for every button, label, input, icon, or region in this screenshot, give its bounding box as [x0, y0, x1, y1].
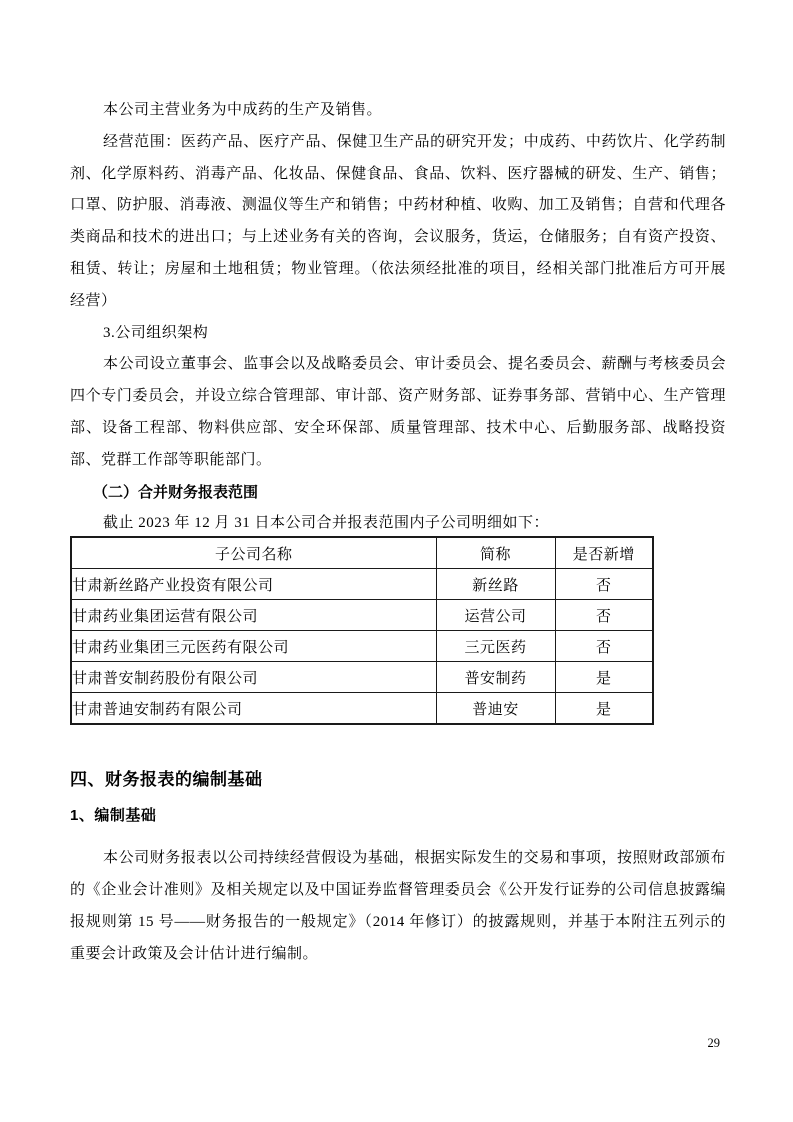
- heading-basis-sub: 1、编制基础: [70, 807, 157, 825]
- table-row: [71, 631, 653, 662]
- table-header-subsidiary-name: 子公司名称: [71, 537, 436, 569]
- paragraph-preparation-basis: 本公司财务报表以公司持续经营假设为基础，根据实际发生的交易和事项，按照财政部颁布的《企业会计准则》及相关规定以及中国证券监督管理委员会《公开发行证券的公司信息披露编报规则第 15 号——财务报告的一般规定》（2014 年修订）的披露规则，并基于本附注五列示的重要会计政策及会计估计进行编制。: [70, 850, 726, 962]
- cell-subsidiary-name: 甘肃药业集团三元医药有限公司: [71, 631, 436, 662]
- cell-is-new: 否: [555, 569, 653, 600]
- table-row: [71, 662, 653, 693]
- cell-short-name: 运营公司: [436, 600, 555, 631]
- paragraph-business-scope: 经营范围：医药产品、医疗产品、保健卫生产品的研究开发；中成药、中药饮片、化学药制剂、化学原料药、消毒产品、化妆品、保健食品、食品、饮料、医疗器械的研发、生产、销售；口罩、防护服、消毒液、测温仪等生产和销售；中药材种植、收购、加工及销售；自营和代理各类商品和技术的进出口；与上述业务有关的咨询，会议服务，货运，仓储服务；自有资产投资、租赁、转让；房屋和土地租赁；物业管理。（依法须经批准的项目，经相关部门批准后方可开展经营）: [70, 133, 726, 309]
- paragraph-consolidation-intro: 截止 2023 年 12 月 31 日本公司合并报表范围内子公司明细如下：: [103, 515, 550, 532]
- cell-short-name: 普安制药: [436, 662, 555, 693]
- table-header-is-new: 是否新增: [555, 537, 653, 569]
- heading-consolidation-scope: （二）合并财务报表范围: [93, 483, 259, 501]
- table-row: [71, 569, 653, 600]
- table-row: [71, 693, 653, 725]
- subsidiaries-table: [70, 536, 654, 725]
- cell-is-new: 否: [555, 631, 653, 662]
- cell-short-name: 新丝路: [436, 569, 555, 600]
- cell-subsidiary-name: 甘肃药业集团运营有限公司: [71, 600, 436, 631]
- table-header-short-name: 简称: [436, 537, 555, 569]
- paragraph-main-business: 本公司主营业务为中成药的生产及销售。: [103, 102, 383, 118]
- cell-is-new: 否: [555, 600, 653, 631]
- cell-is-new: 是: [555, 693, 653, 725]
- paragraph-org-structure: 本公司设立董事会、监事会以及战略委员会、审计委员会、提名委员会、薪酬与考核委员会四个专门委员会，并设立综合管理部、审计部、资产财务部、证券事务部、营销中心、生产管理部、设备工程部、物料供应部、安全环保部、质量管理部、技术中心、后勤服务部、战略投资部、党群工作部等职能部门。: [70, 356, 726, 468]
- cell-subsidiary-name: 甘肃新丝路产业投资有限公司: [71, 569, 436, 600]
- page-content: [70, 95, 726, 970]
- cell-subsidiary-name: 甘肃普安制药股份有限公司: [71, 662, 436, 693]
- heading-section-four: 四、财务报表的编制基础: [70, 770, 263, 790]
- cell-is-new: 是: [555, 662, 653, 693]
- cell-subsidiary-name: 甘肃普迪安制药有限公司: [71, 693, 436, 725]
- cell-short-name: 普迪安: [436, 693, 555, 725]
- heading-org-structure: 3.公司组织架构: [103, 324, 209, 341]
- table-header-row: [71, 537, 653, 569]
- table-row: [71, 600, 653, 631]
- cell-short-name: 三元医药: [436, 631, 555, 662]
- page-number: 29: [707, 1036, 720, 1050]
